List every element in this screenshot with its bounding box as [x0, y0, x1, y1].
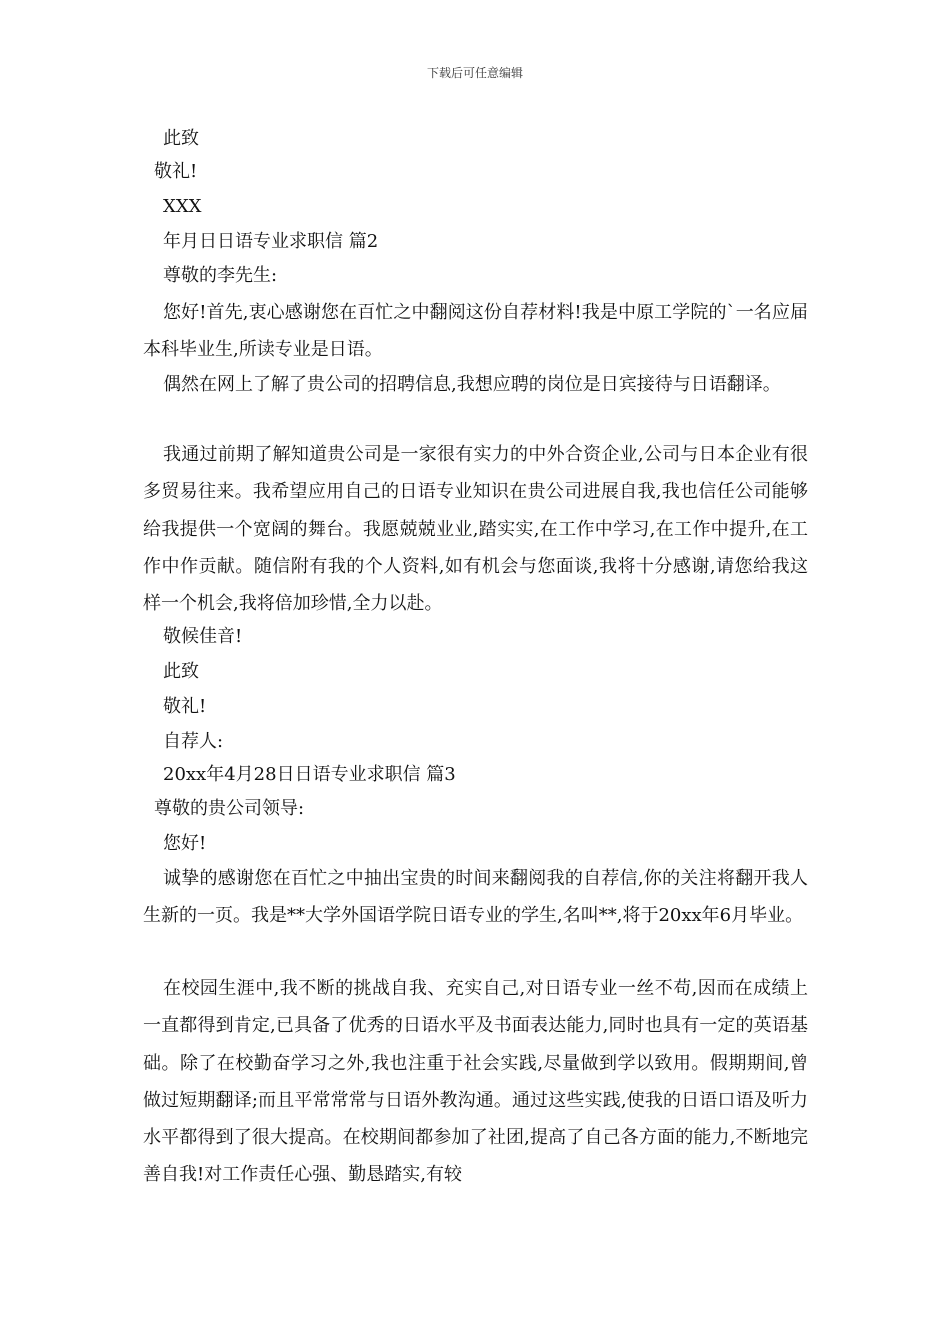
salute-line-2: 敬礼! — [163, 696, 207, 717]
closing-line-2: 此致 — [163, 661, 199, 682]
recommender-line: 自荐人: — [163, 731, 224, 752]
salute-line-1: 敬礼! — [154, 161, 198, 182]
date-title-line-2: 年月日日语专业求职信 篇2 — [163, 231, 379, 252]
paragraph-intro-2: 您好!首先,衷心感谢您在百忙之中翻阅这份自荐材料!我是中原工学院的`一名应届本科毕业生,所读专业是日语。 — [143, 302, 808, 361]
date-title-line-3: 20xx年4月28日日语专业求职信 篇3 — [163, 764, 456, 785]
paragraph-campus-3: 在校园生涯中,我不断的挑战自我、充实自己,对日语专业一丝不苟,因而在成绩上一直都得到肯定,已具备了优秀的日语水平及书面表达能力,同时也具有一定的英语基础。除了在校勤奋学习之外,我也注重于社会实践,尽量做到学以致用。假期期间,曾做过短期翻译;而且平常常常与日语外教沟通。通过这些实践,使我的日语口语及听力水平都得到了很大提高。在校期间都参加了社团,提高了自己各方面的能力,不断地完善自我!对工作责任心强、勤恳踏实,有较 — [143, 978, 808, 1186]
closing-hope-line: 敬候佳音! — [163, 626, 243, 647]
page-header-note: 下载后可任意编辑 — [426, 66, 523, 80]
hello-line-3: 您好! — [163, 833, 207, 854]
paragraph-company-2: 我通过前期了解知道贵公司是一家很有实力的中外合资企业,公司与日本企业有很多贸易往来。我希望应用自己的日语专业知识在贵公司进展自我,我也信任公司能够给我提供一个宽阔的舞台。我愿兢兢业业,踏实实,在工作中学习,在工作中提升,在工作中作贡献。随信附有我的个人资料,如有机会与您面谈,我将十分感谢,请您给我这样一个机会,我将倍加珍惜,全力以赴。 — [143, 444, 808, 615]
closing-line-1: 此致 — [163, 128, 199, 149]
paragraph-thanks-3: 诚挚的感谢您在百忙之中抽出宝贵的时间来翻阅我的自荐信,你的关注将翻开我人生新的一页。我是**大学外国语学院日语专业的学生,名叫**,将于20xx年6月毕业。 — [143, 868, 808, 927]
greeting-line-3: 尊敬的贵公司领导: — [154, 798, 305, 819]
greeting-line-2: 尊敬的李先生: — [163, 265, 278, 286]
paragraph-position-2: 偶然在网上了解了贵公司的招聘信息,我想应聘的岗位是日宾接待与日语翻译。 — [163, 374, 781, 395]
signature-xxx: XXX — [163, 196, 202, 217]
